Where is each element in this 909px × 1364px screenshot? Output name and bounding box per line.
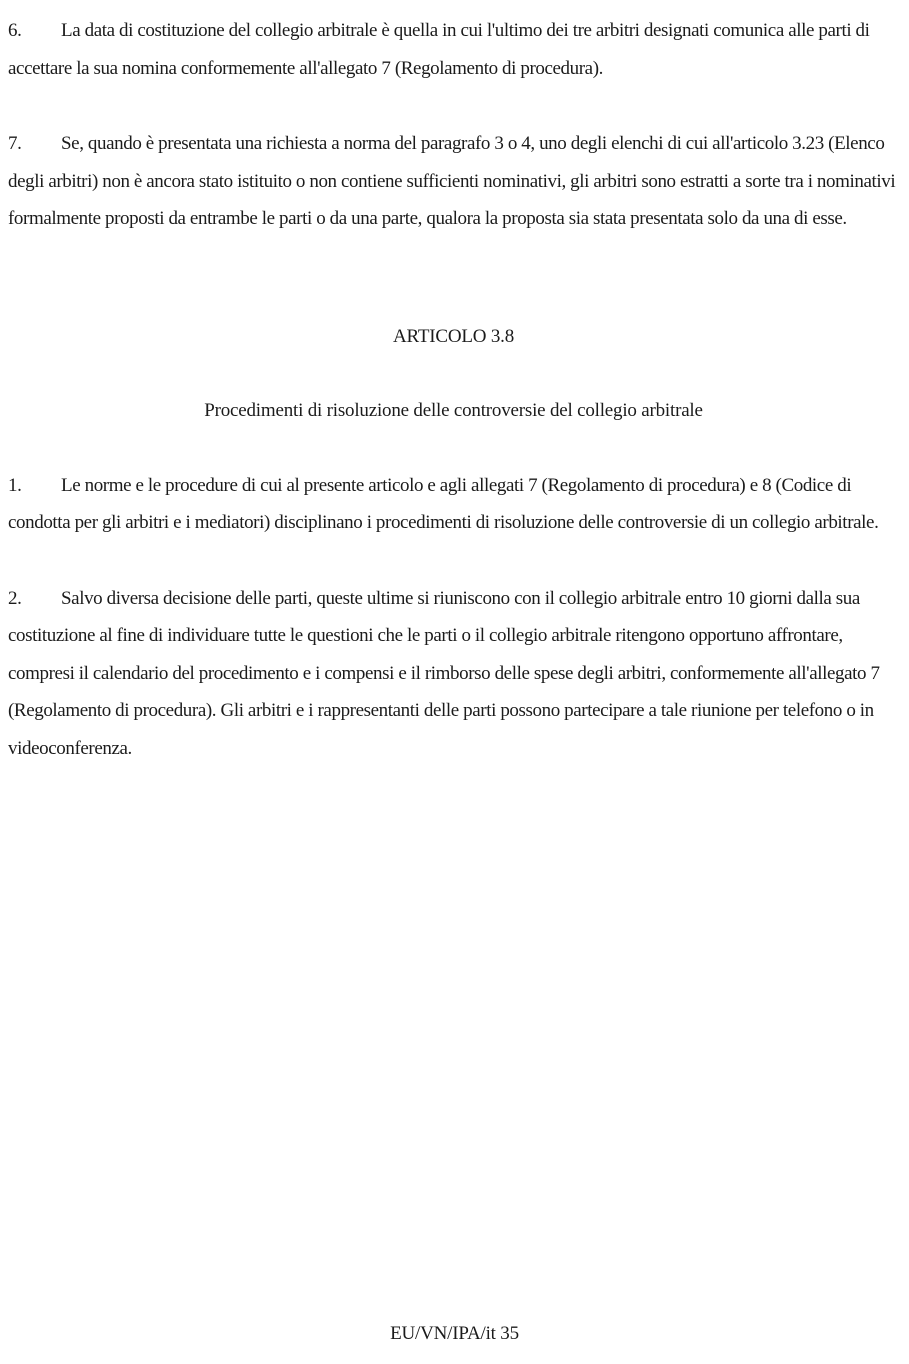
paragraph-6 bbox=[8, 12, 899, 87]
article-subheading: Procedimenti di risoluzione delle controversie del collegio arbitrale bbox=[204, 400, 703, 421]
page-footer: EU/VN/IPA/it 35 bbox=[390, 1322, 519, 1344]
paragraph-text: Le norme e le procedure di cui al presente articolo e agli allegati 7 (Regolamento di procedura) e 8 (Codice di condotta per gli arbitri e i mediatori) disciplinano i procedimenti di risoluzione delle controversie di un collegio arbitrale. bbox=[8, 474, 879, 533]
paragraph-number: 6. bbox=[8, 20, 22, 41]
article-heading: ARTICOLO 3.8 bbox=[392, 325, 514, 347]
paragraph-number: 1. bbox=[8, 474, 22, 496]
paragraph-text: Se, quando è presentata una richiesta a norma del paragrafo 3 o 4, uno degli elenchi di cui all'articolo 3.23 (Elenco degli arbitri) non è ancora stato istituito o non contiene sufficienti nominativi, gli arbitri sono estratti a sorte tra i nominativi formalmente proposti da entrambe le parti o da una parte, qualora la proposta sia stata presentata solo da una di esse. bbox=[8, 133, 896, 229]
paragraph-text: La data di costituzione del collegio arbitrale è quella in cui l'ultimo dei tre arbitri designati comunica alle parti di accettare la sua nomina conformemente all'allegato 7 (Regolamento di procedura). bbox=[8, 20, 870, 79]
paragraph-number: 2. bbox=[8, 587, 22, 609]
paragraph-2 bbox=[8, 580, 899, 768]
paragraph-number: 7. bbox=[8, 133, 22, 154]
paragraph-text: Salvo diversa decisione delle parti, queste ultime si riuniscono con il collegio arbitrale entro 10 giorni dalla sua costituzione al fine di individuare tutte le questioni che le parti o il collegio arbitrale ritengono opportuno affrontare, compresi il calendario del procedimento e i compensi e il rimborso delle spese degli arbitri, conformemente all'allegato 7 (Regolamento di procedura). Gli arbitri e i rappresentanti delle parti possono partecipare a tale riunione per telefono o in videoconferenza. bbox=[8, 587, 880, 759]
paragraph-7 bbox=[8, 125, 899, 238]
paragraph-1 bbox=[8, 467, 899, 542]
